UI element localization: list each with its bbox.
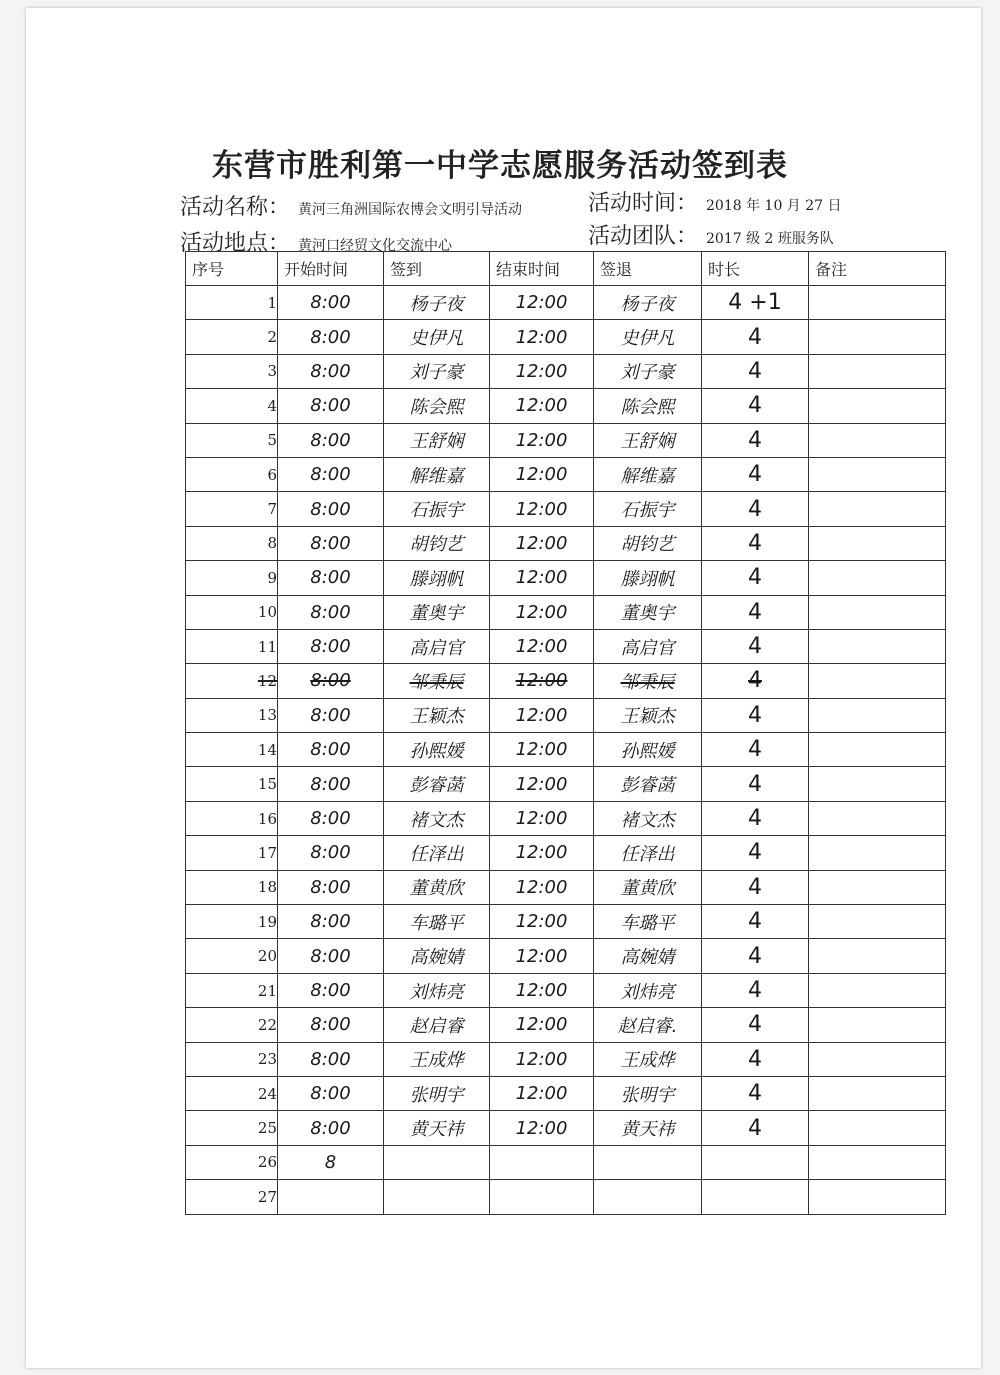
hours-cell: 4 <box>702 939 809 973</box>
end-time-cell: 12:00 <box>490 1111 594 1145</box>
table-row <box>186 905 946 939</box>
sign-in-signature: 任泽出 <box>384 836 490 870</box>
end-time-cell: 12:00 <box>490 492 594 526</box>
end-time-cell: 12:00 <box>490 423 594 457</box>
hours-cell: 4 <box>702 664 809 698</box>
note-cell <box>809 836 946 870</box>
sign-in-signature: 董黄欣 <box>384 870 490 904</box>
sign-out-signature <box>594 1180 702 1214</box>
seq-cell: 15 <box>186 767 278 801</box>
hours-cell: 4 <box>702 733 809 767</box>
activity-team <box>588 219 834 250</box>
seq-cell: 21 <box>186 973 278 1007</box>
seq-cell: 2 <box>186 320 278 354</box>
end-time-cell: 12:00 <box>490 733 594 767</box>
note-cell <box>809 664 946 698</box>
sign-in-signature: 赵启睿 <box>384 1008 490 1042</box>
hours-cell: 4 <box>702 1008 809 1042</box>
sign-out-signature: 车璐平 <box>594 905 702 939</box>
end-time-cell: 12:00 <box>490 801 594 835</box>
hours-cell <box>702 1180 809 1214</box>
note-cell <box>809 595 946 629</box>
start-time-cell: 8:00 <box>278 561 384 595</box>
note-cell <box>809 389 946 423</box>
note-cell <box>809 1145 946 1179</box>
hours-cell: 4 <box>702 767 809 801</box>
table-row <box>186 801 946 835</box>
sign-in-signature: 车璐平 <box>384 905 490 939</box>
sign-out-signature: 高婉婧 <box>594 939 702 973</box>
end-time-cell: 12:00 <box>490 526 594 560</box>
seq-cell: 14 <box>186 733 278 767</box>
hours-cell: 4 <box>702 905 809 939</box>
note-cell <box>809 423 946 457</box>
sign-out-signature: 陈会熙 <box>594 389 702 423</box>
start-time-cell: 8:00 <box>278 767 384 801</box>
hours-cell: 4 <box>702 457 809 491</box>
start-time-cell: 8:00 <box>278 733 384 767</box>
note-cell <box>809 733 946 767</box>
note-cell <box>809 767 946 801</box>
table-row <box>186 320 946 354</box>
sign-in-signature: 邹秉辰 <box>384 664 490 698</box>
sign-in-signature: 褚文杰 <box>384 801 490 835</box>
hours-cell: 4 <box>702 354 809 388</box>
seq-cell: 6 <box>186 457 278 491</box>
activity-time <box>588 186 842 217</box>
note-cell <box>809 973 946 1007</box>
table-row <box>186 561 946 595</box>
seq-cell: 1 <box>186 286 278 320</box>
end-time-cell: 12:00 <box>490 354 594 388</box>
seq-cell: 8 <box>186 526 278 560</box>
table-row <box>186 492 946 526</box>
note-cell <box>809 1180 946 1214</box>
sign-in-signature: 高启官 <box>384 629 490 663</box>
sign-out-signature: 董黄欣 <box>594 870 702 904</box>
sign-in-signature <box>384 1145 490 1179</box>
seq-cell: 27 <box>186 1180 278 1214</box>
end-time-cell <box>490 1180 594 1214</box>
seq-cell: 17 <box>186 836 278 870</box>
header-note: 备注 <box>809 252 946 286</box>
hours-cell: 4 <box>702 1111 809 1145</box>
note-cell <box>809 801 946 835</box>
start-time-cell: 8:00 <box>278 492 384 526</box>
start-time-cell <box>278 1180 384 1214</box>
header-end-time: 结束时间 <box>490 252 594 286</box>
sign-in-signature: 高婉婧 <box>384 939 490 973</box>
table-row <box>186 939 946 973</box>
activity-time-value: 2018 年 10 月 27 日 <box>706 198 842 214</box>
note-cell <box>809 1042 946 1076</box>
end-time-cell: 12:00 <box>490 698 594 732</box>
seq-cell: 7 <box>186 492 278 526</box>
end-time-cell: 12:00 <box>490 870 594 904</box>
end-time-cell: 12:00 <box>490 561 594 595</box>
activity-place-label: 活动地点： <box>180 231 291 256</box>
seq-cell: 5 <box>186 423 278 457</box>
table-row <box>186 664 946 698</box>
seq-cell: 9 <box>186 561 278 595</box>
start-time-cell: 8 <box>278 1145 384 1179</box>
hours-cell: 4 +1 <box>702 286 809 320</box>
start-time-cell: 8:00 <box>278 905 384 939</box>
seq-cell: 26 <box>186 1145 278 1179</box>
sign-out-signature: 石振宇 <box>594 492 702 526</box>
sign-in-signature: 黄天祎 <box>384 1111 490 1145</box>
note-cell <box>809 286 946 320</box>
table-row <box>186 1042 946 1076</box>
sign-out-signature: 赵启睿. <box>594 1008 702 1042</box>
hours-cell: 4 <box>702 870 809 904</box>
table-row <box>186 973 946 1007</box>
note-cell <box>809 320 946 354</box>
start-time-cell: 8:00 <box>278 664 384 698</box>
note-cell <box>809 492 946 526</box>
seq-cell: 23 <box>186 1042 278 1076</box>
table-row <box>186 1076 946 1110</box>
activity-name-label: 活动名称： <box>180 195 291 220</box>
hours-cell: 4 <box>702 629 809 663</box>
end-time-cell <box>490 1145 594 1179</box>
start-time-cell: 8:00 <box>278 836 384 870</box>
sign-in-signature <box>384 1180 490 1214</box>
start-time-cell: 8:00 <box>278 423 384 457</box>
end-time-cell: 12:00 <box>490 905 594 939</box>
hours-cell: 4 <box>702 526 809 560</box>
sign-out-signature: 褚文杰 <box>594 801 702 835</box>
sign-in-signature: 杨子夜 <box>384 286 490 320</box>
seq-cell: 19 <box>186 905 278 939</box>
sign-in-signature: 解维嘉 <box>384 457 490 491</box>
sign-in-signature: 彭睿菡 <box>384 767 490 801</box>
hours-cell: 4 <box>702 698 809 732</box>
header-sign-out: 签退 <box>594 252 702 286</box>
seq-cell: 22 <box>186 1008 278 1042</box>
sign-out-signature: 董奥宇 <box>594 595 702 629</box>
note-cell <box>809 905 946 939</box>
activity-time-label: 活动时间： <box>588 191 699 216</box>
end-time-cell: 12:00 <box>490 1008 594 1042</box>
sign-out-signature: 刘子豪 <box>594 354 702 388</box>
sign-out-signature: 孙熙媛 <box>594 733 702 767</box>
hours-cell: 4 <box>702 423 809 457</box>
sign-in-signature: 刘子豪 <box>384 354 490 388</box>
sign-out-signature: 王舒娴 <box>594 423 702 457</box>
sign-in-signature: 陈会熙 <box>384 389 490 423</box>
hours-cell: 4 <box>702 595 809 629</box>
sign-out-signature: 高启官 <box>594 629 702 663</box>
sign-out-signature: 张明宇 <box>594 1076 702 1110</box>
end-time-cell: 12:00 <box>490 320 594 354</box>
table-row <box>186 354 946 388</box>
sign-out-signature: 史伊凡 <box>594 320 702 354</box>
note-cell <box>809 1076 946 1110</box>
end-time-cell: 12:00 <box>490 973 594 1007</box>
seq-cell: 3 <box>186 354 278 388</box>
end-time-cell: 12:00 <box>490 664 594 698</box>
sign-in-signature: 张明宇 <box>384 1076 490 1110</box>
end-time-cell: 12:00 <box>490 1042 594 1076</box>
start-time-cell: 8:00 <box>278 526 384 560</box>
start-time-cell: 8:00 <box>278 1042 384 1076</box>
note-cell <box>809 1111 946 1145</box>
hours-cell: 4 <box>702 320 809 354</box>
seq-cell: 11 <box>186 629 278 663</box>
start-time-cell: 8:00 <box>278 457 384 491</box>
sign-out-signature: 胡钧艺 <box>594 526 702 560</box>
end-time-cell: 12:00 <box>490 286 594 320</box>
note-cell <box>809 870 946 904</box>
note-cell <box>809 561 946 595</box>
header-hours: 时长 <box>702 252 809 286</box>
end-time-cell: 12:00 <box>490 457 594 491</box>
seq-cell: 13 <box>186 698 278 732</box>
table-row <box>186 767 946 801</box>
table-row <box>186 286 946 320</box>
table-row <box>186 595 946 629</box>
note-cell <box>809 1008 946 1042</box>
sign-out-signature: 解维嘉 <box>594 457 702 491</box>
start-time-cell: 8:00 <box>278 389 384 423</box>
start-time-cell: 8:00 <box>278 320 384 354</box>
end-time-cell: 12:00 <box>490 767 594 801</box>
activity-name-value: 黄河三角洲国际农博会文明引导活动 <box>298 202 523 218</box>
sign-in-signature: 王成烨 <box>384 1042 490 1076</box>
seq-cell: 24 <box>186 1076 278 1110</box>
sign-out-signature: 黄天祎 <box>594 1111 702 1145</box>
table-row <box>186 423 946 457</box>
seq-cell: 20 <box>186 939 278 973</box>
start-time-cell: 8:00 <box>278 939 384 973</box>
sign-out-signature: 滕翊帆 <box>594 561 702 595</box>
table-row <box>186 1008 946 1042</box>
end-time-cell: 12:00 <box>490 836 594 870</box>
seq-cell: 16 <box>186 801 278 835</box>
activity-name <box>180 190 522 221</box>
hours-cell: 4 <box>702 801 809 835</box>
sign-out-signature: 王成烨 <box>594 1042 702 1076</box>
header-start-time: 开始时间 <box>278 252 384 286</box>
start-time-cell: 8:00 <box>278 973 384 1007</box>
sign-out-signature: 彭睿菡 <box>594 767 702 801</box>
document-title: 东营市胜利第一中学志愿服务活动签到表 <box>212 148 788 184</box>
hours-cell: 4 <box>702 1076 809 1110</box>
note-cell <box>809 354 946 388</box>
end-time-cell: 12:00 <box>490 389 594 423</box>
sign-in-signature: 滕翊帆 <box>384 561 490 595</box>
seq-cell: 4 <box>186 389 278 423</box>
table-header-row <box>186 252 946 286</box>
sign-out-signature: 刘炜亮 <box>594 973 702 1007</box>
end-time-cell: 12:00 <box>490 595 594 629</box>
note-cell <box>809 698 946 732</box>
table-row <box>186 836 946 870</box>
start-time-cell: 8:00 <box>278 595 384 629</box>
sign-out-signature: 邹秉辰 <box>594 664 702 698</box>
end-time-cell: 12:00 <box>490 939 594 973</box>
start-time-cell: 8:00 <box>278 1008 384 1042</box>
table-row <box>186 1145 946 1179</box>
table-row <box>186 526 946 560</box>
table-row <box>186 389 946 423</box>
end-time-cell: 12:00 <box>490 1076 594 1110</box>
table-row <box>186 1180 946 1214</box>
table-row <box>186 733 946 767</box>
end-time-cell: 12:00 <box>490 629 594 663</box>
hours-cell: 4 <box>702 1042 809 1076</box>
sign-in-signature: 董奥宇 <box>384 595 490 629</box>
sign-out-signature: 杨子夜 <box>594 286 702 320</box>
sign-in-signature: 王颖杰 <box>384 698 490 732</box>
start-time-cell: 8:00 <box>278 286 384 320</box>
sign-in-signature: 刘炜亮 <box>384 973 490 1007</box>
hours-cell: 4 <box>702 561 809 595</box>
table-row <box>186 629 946 663</box>
sign-in-table <box>185 251 946 1215</box>
sign-in-signature: 王舒娴 <box>384 423 490 457</box>
sign-in-signature: 孙熙媛 <box>384 733 490 767</box>
seq-cell: 25 <box>186 1111 278 1145</box>
table-row <box>186 457 946 491</box>
sign-out-signature: 王颖杰 <box>594 698 702 732</box>
activity-team-label: 活动团队： <box>588 224 699 249</box>
start-time-cell: 8:00 <box>278 629 384 663</box>
start-time-cell: 8:00 <box>278 698 384 732</box>
table-body <box>186 286 946 1215</box>
start-time-cell: 8:00 <box>278 801 384 835</box>
header-seq: 序号 <box>186 252 278 286</box>
seq-cell: 10 <box>186 595 278 629</box>
table-row <box>186 1111 946 1145</box>
table-row <box>186 698 946 732</box>
seq-cell: 12 <box>186 664 278 698</box>
hours-cell: 4 <box>702 973 809 1007</box>
start-time-cell: 8:00 <box>278 1076 384 1110</box>
sign-in-signature: 石振宇 <box>384 492 490 526</box>
start-time-cell: 8:00 <box>278 354 384 388</box>
table-row <box>186 870 946 904</box>
note-cell <box>809 526 946 560</box>
note-cell <box>809 457 946 491</box>
start-time-cell: 8:00 <box>278 1111 384 1145</box>
sign-out-signature <box>594 1145 702 1179</box>
header-sign-in: 签到 <box>384 252 490 286</box>
note-cell <box>809 939 946 973</box>
sign-in-signature: 史伊凡 <box>384 320 490 354</box>
activity-team-value: 2017 级 2 班服务队 <box>706 231 834 247</box>
hours-cell: 4 <box>702 492 809 526</box>
sign-in-signature: 胡钧艺 <box>384 526 490 560</box>
sign-out-signature: 任泽出 <box>594 836 702 870</box>
activity-place-value: 黄河口经贸文化交流中心 <box>298 238 453 254</box>
seq-cell: 18 <box>186 870 278 904</box>
hours-cell: 4 <box>702 836 809 870</box>
note-cell <box>809 629 946 663</box>
start-time-cell: 8:00 <box>278 870 384 904</box>
hours-cell: 4 <box>702 389 809 423</box>
hours-cell <box>702 1145 809 1179</box>
